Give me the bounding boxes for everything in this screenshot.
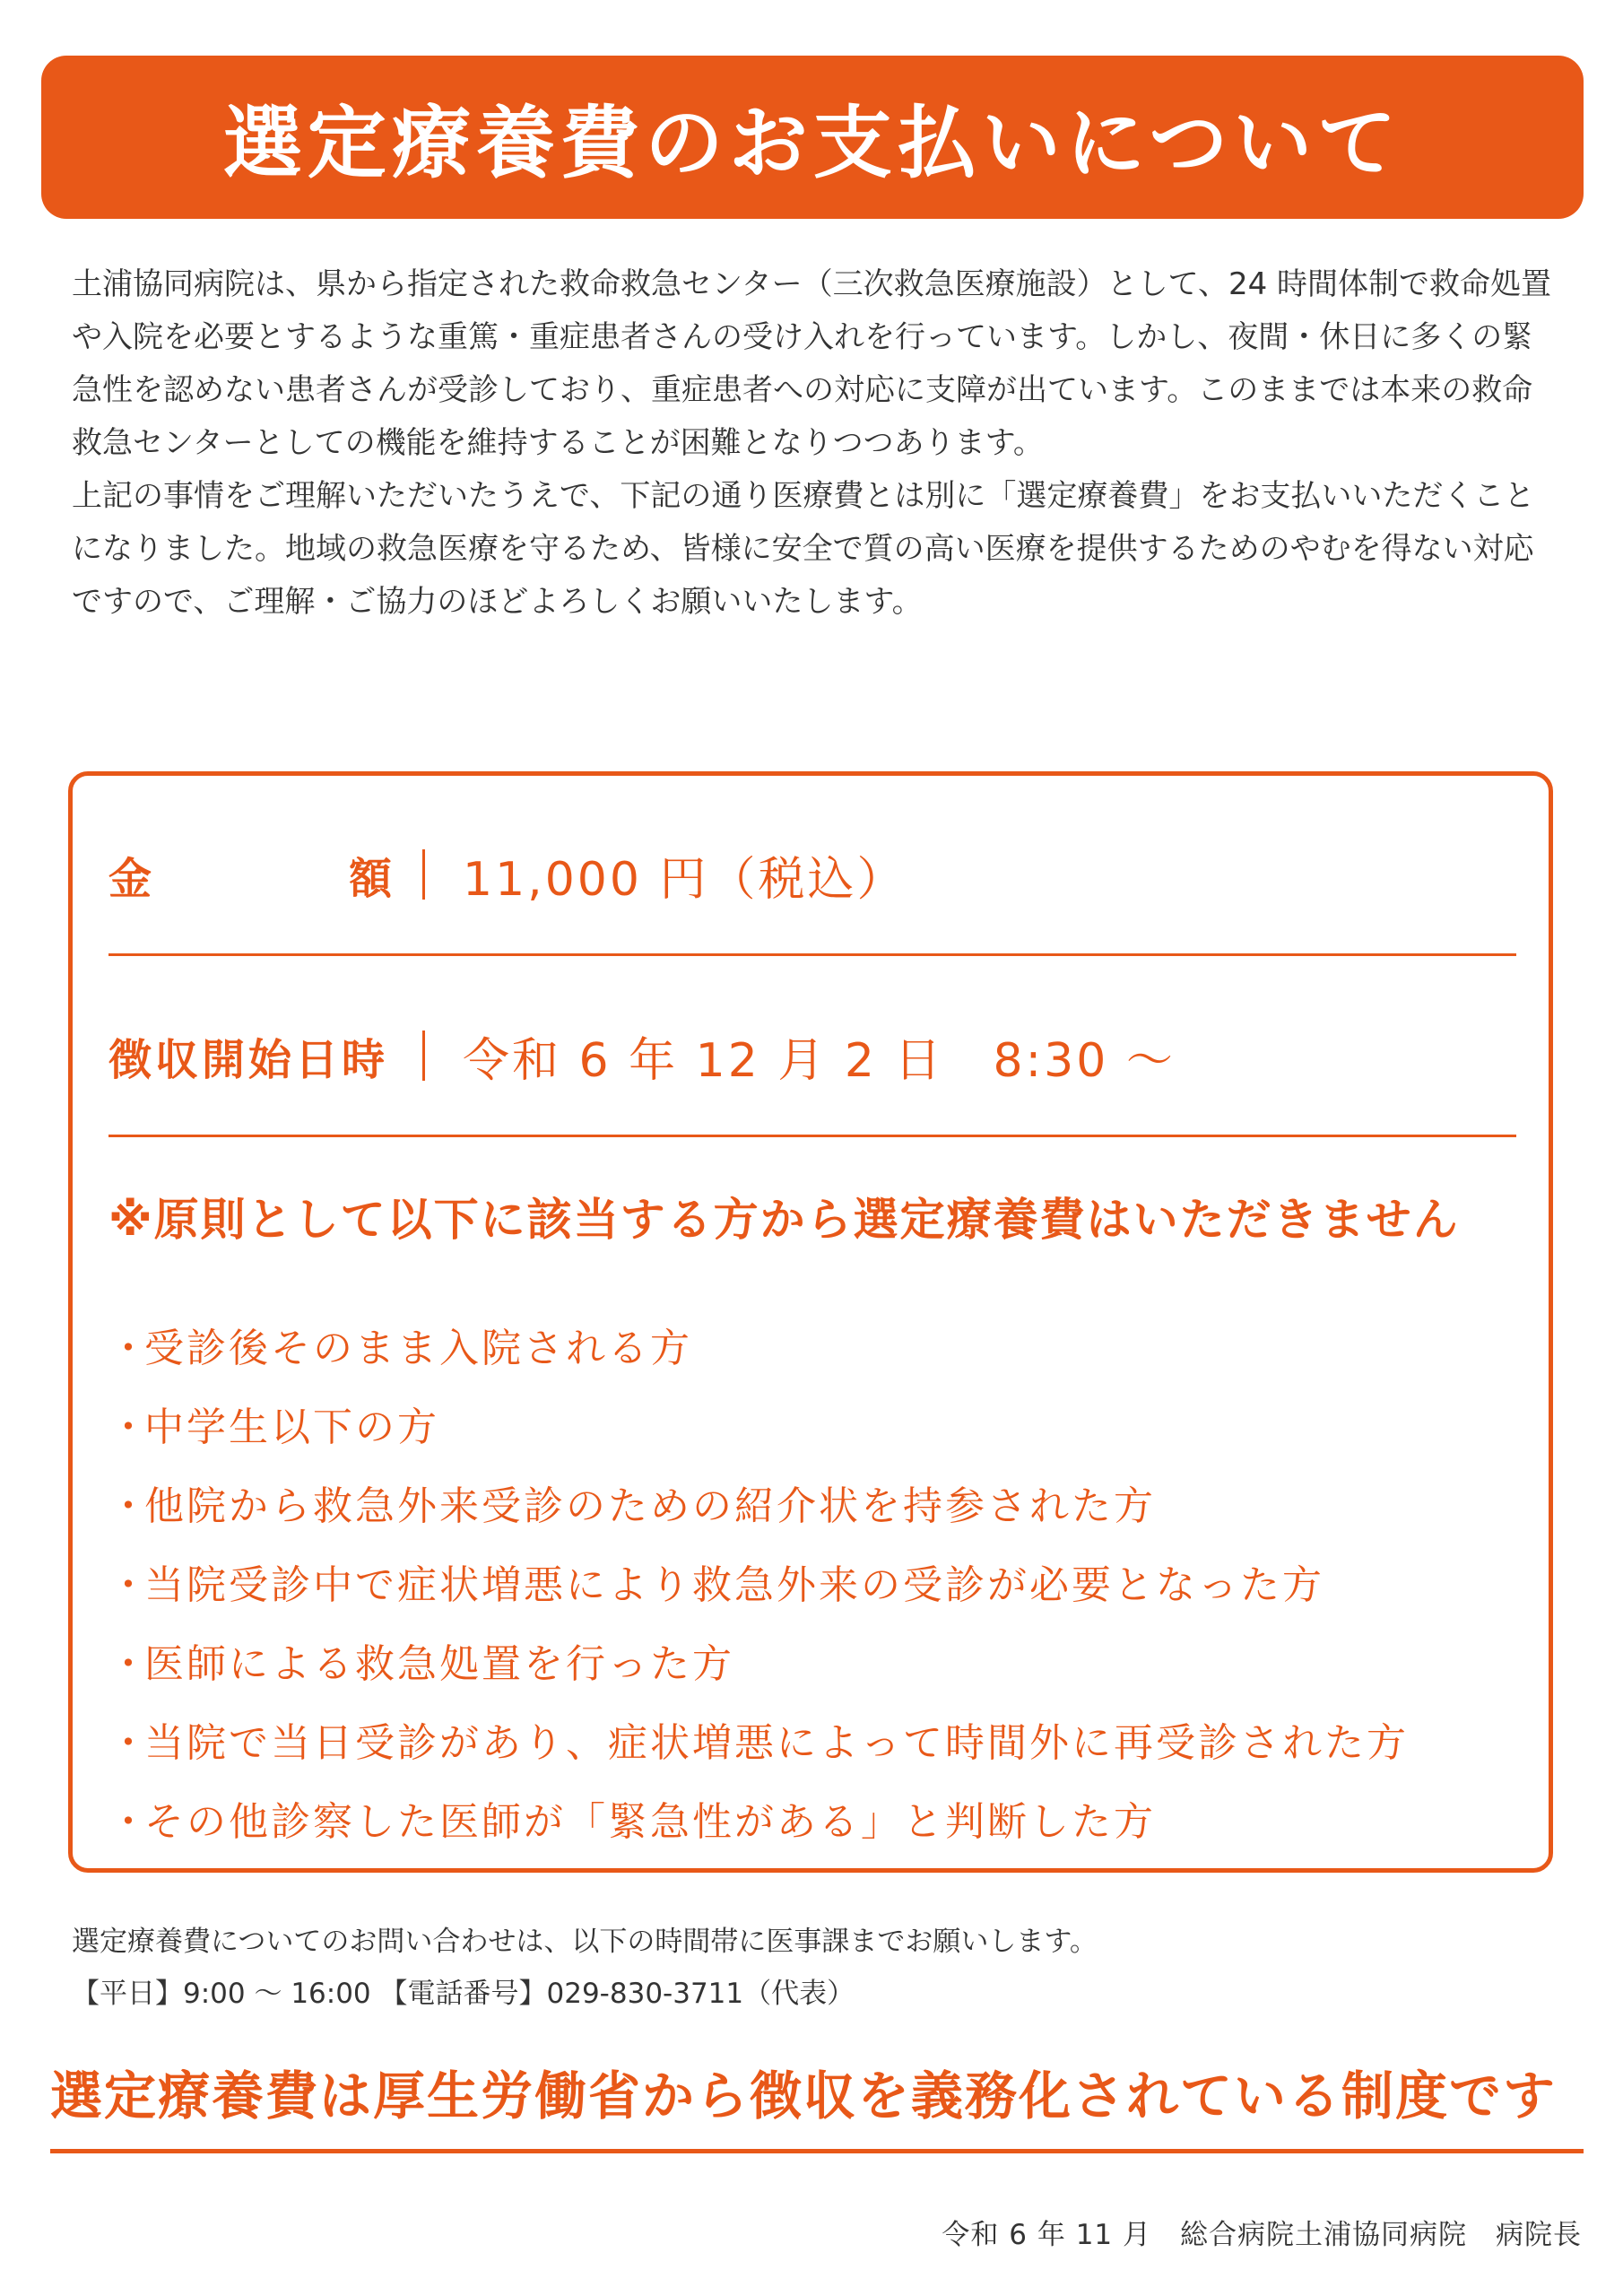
divider-line (108, 953, 1516, 956)
footer-signature: 令和 6 年 11 月 総合病院土浦協同病院 病院長 (942, 2219, 1582, 2251)
amount-value: 11,000 円（税込） (463, 852, 907, 907)
list-item: ・ 医師による救急処置を行った方 (108, 1641, 734, 1687)
amount-row (108, 830, 1516, 919)
intro-text (72, 258, 1560, 629)
list-item: ・ 当院で当日受診があり、症状増悪によって時間外に再受診された方 (108, 1720, 1409, 1766)
bottom-rule (50, 2149, 1584, 2153)
page-title: 選定療養費のお支払いについて (222, 97, 1402, 189)
exemption-heading: ※原則として以下に該当する方から選定療養費はいただきません (108, 1194, 1460, 1246)
start-date-value: 令和 6 年 12 月 2 日 8:30 〜 (463, 1033, 1176, 1088)
contact-info (72, 1916, 1560, 2020)
start-date-row (108, 1011, 1516, 1100)
list-item: ・ 中学生以下の方 (108, 1405, 439, 1450)
label-divider (422, 849, 425, 900)
intro-paragraph-1: 土浦協同病院は、県から指定された救命救急センター（三次救急医療施設）として、24 時間体制で救命処置や入院を必要とするような重篤・重症患者さんの受け入れを行っています。しかし、夜間・休日に多くの緊急性を認めない患者さんが受診しており、重症患者への対応に支障が出ています。このままでは本来の救命救急センターとしての機能を維持することが困難となりつつあります。 (72, 266, 1552, 461)
divider-line (108, 1135, 1516, 1137)
fee-info-box (68, 771, 1553, 1873)
list-item: ・ 他院から救急外来受診のための紹介状を持参された方 (108, 1483, 1156, 1529)
list-item: ・ 受診後そのまま入院される方 (108, 1326, 692, 1371)
intro-paragraph-2: 上記の事情をご理解いただいたうえで、下記の通り医療費とは別に「選定療養費」をお支払いいただくことになりました。地域の救急医療を守るため、皆様に安全で質の高い医療を提供するためのやむを得ない対応ですので、ご理解・ご協力のほどよろしくお願いいたします。 (72, 478, 1535, 620)
mandate-notice: 選定療養費は厚生労働省から徴収を義務化されている制度です (50, 2066, 1558, 2126)
contact-line-2: 【平日】9:00 〜 16:00 【電話番号】029-830-3711（代表） (72, 1978, 855, 2010)
title-banner (41, 56, 1584, 219)
list-item: ・ 当院受診中で症状増悪により救急外来の受診が必要となった方 (108, 1562, 1324, 1608)
label-divider (422, 1031, 425, 1081)
start-date-label: 徴収開始日時 (108, 1034, 389, 1085)
contact-line-1: 選定療養費についてのお問い合わせは、以下の時間帯に医事課までお願いします。 (72, 1926, 1098, 1958)
list-item: ・ その他診察した医師が「緊急性がある」と判断した方 (108, 1799, 1156, 1845)
amount-label: 金 額 (108, 853, 395, 904)
exemption-list (108, 1305, 1525, 1857)
